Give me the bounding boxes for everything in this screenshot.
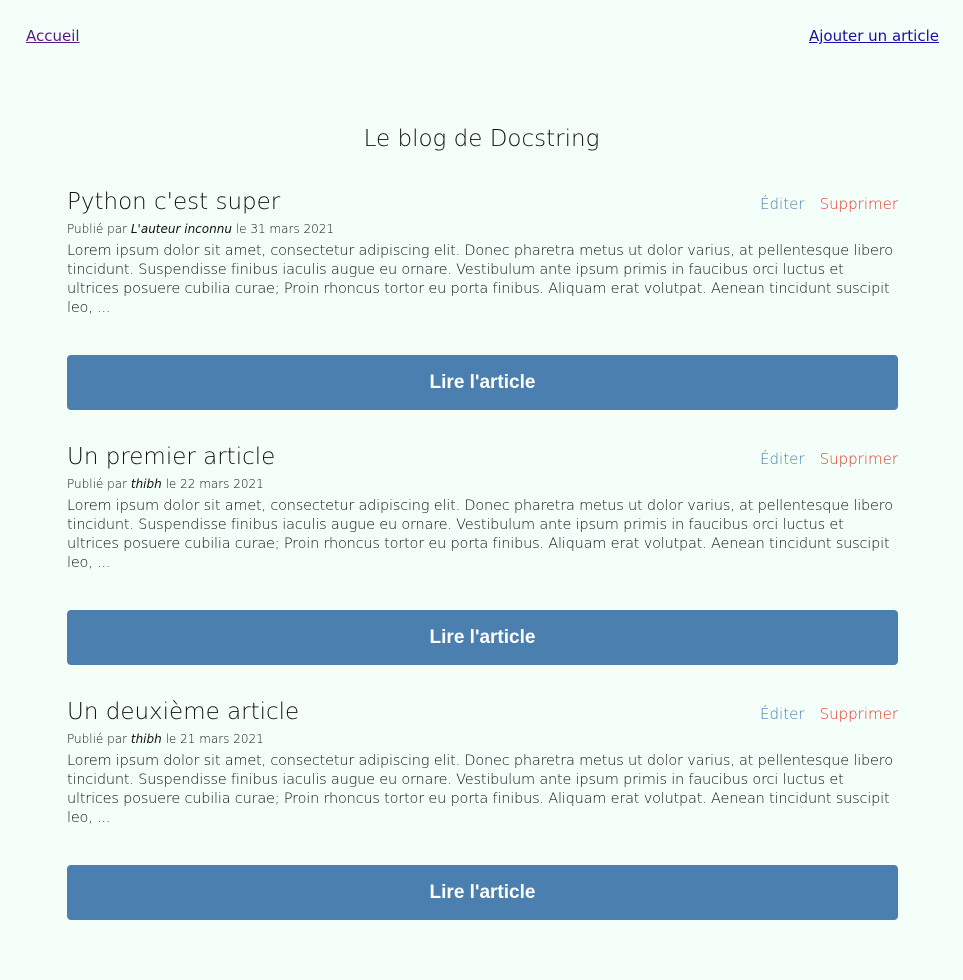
edit-link[interactable]: Éditer: [760, 195, 805, 213]
edit-link[interactable]: Éditer: [760, 450, 805, 468]
article-title: Un premier article: [67, 444, 276, 470]
on-label: le: [165, 477, 177, 491]
article-list: [67, 187, 898, 952]
article-actions: [750, 704, 898, 723]
home-link[interactable]: Accueil: [26, 27, 80, 45]
delete-link[interactable]: Supprimer: [819, 705, 898, 723]
article-card: [67, 442, 898, 697]
published-by-label: Publié par: [67, 477, 128, 491]
article-actions: [750, 449, 898, 468]
article-card: [67, 187, 898, 442]
page-title: Le blog de Docstring: [363, 126, 600, 152]
delete-link[interactable]: Supprimer: [819, 195, 898, 213]
article-date: 21 mars 2021: [180, 732, 264, 746]
article-excerpt: Lorem ipsum dolor sit amet, consectetur adipiscing elit. Donec pharetra metus ut dolor varius, at pellentesque libero tincidunt. Suspendisse finibus iaculis augue eu ornare. Vestibulum ante ipsum primis in faucibus orci luctus et ultrices posuere cubilia curae; Proin rhoncus tortor eu porta finibus. Aliquam erat volutpat. Aenean tincidunt suscipit leo, ...: [67, 753, 893, 826]
read-article-button[interactable]: Lire l'article: [67, 610, 898, 665]
edit-link[interactable]: Éditer: [760, 705, 805, 723]
on-label: le: [165, 732, 177, 746]
article-date: 22 mars 2021: [180, 477, 264, 491]
published-by-label: Publié par: [67, 732, 128, 746]
on-label: le: [235, 222, 247, 236]
article-author: L'auteur inconnu: [130, 222, 232, 236]
published-by-label: Publié par: [67, 222, 128, 236]
article-actions: [750, 194, 898, 213]
article-title: Python c'est super: [67, 189, 281, 215]
article-excerpt: Lorem ipsum dolor sit amet, consectetur adipiscing elit. Donec pharetra metus ut dolor varius, at pellentesque libero tincidunt. Suspendisse finibus iaculis augue eu ornare. Vestibulum ante ipsum primis in faucibus orci luctus et ultrices posuere cubilia curae; Proin rhoncus tortor eu porta finibus. Aliquam erat volutpat. Aenean tincidunt suscipit leo, ...: [67, 243, 893, 316]
article-meta: [67, 222, 898, 236]
article-author: thibh: [130, 477, 162, 491]
add-article-link[interactable]: Ajouter un article: [809, 27, 939, 45]
read-article-button[interactable]: Lire l'article: [67, 865, 898, 920]
article-title: Un deuxième article: [67, 699, 300, 725]
article-author: thibh: [130, 732, 162, 746]
article-date: 31 mars 2021: [250, 222, 334, 236]
article-card: [67, 697, 898, 952]
article-excerpt: Lorem ipsum dolor sit amet, consectetur adipiscing elit. Donec pharetra metus ut dolor varius, at pellentesque libero tincidunt. Suspendisse finibus iaculis augue eu ornare. Vestibulum ante ipsum primis in faucibus orci luctus et ultrices posuere cubilia curae; Proin rhoncus tortor eu porta finibus. Aliquam erat volutpat. Aenean tincidunt suscipit leo, ...: [67, 498, 893, 571]
article-meta: [67, 732, 898, 746]
article-meta: [67, 477, 898, 491]
delete-link[interactable]: Supprimer: [819, 450, 898, 468]
read-article-button[interactable]: Lire l'article: [67, 355, 898, 410]
